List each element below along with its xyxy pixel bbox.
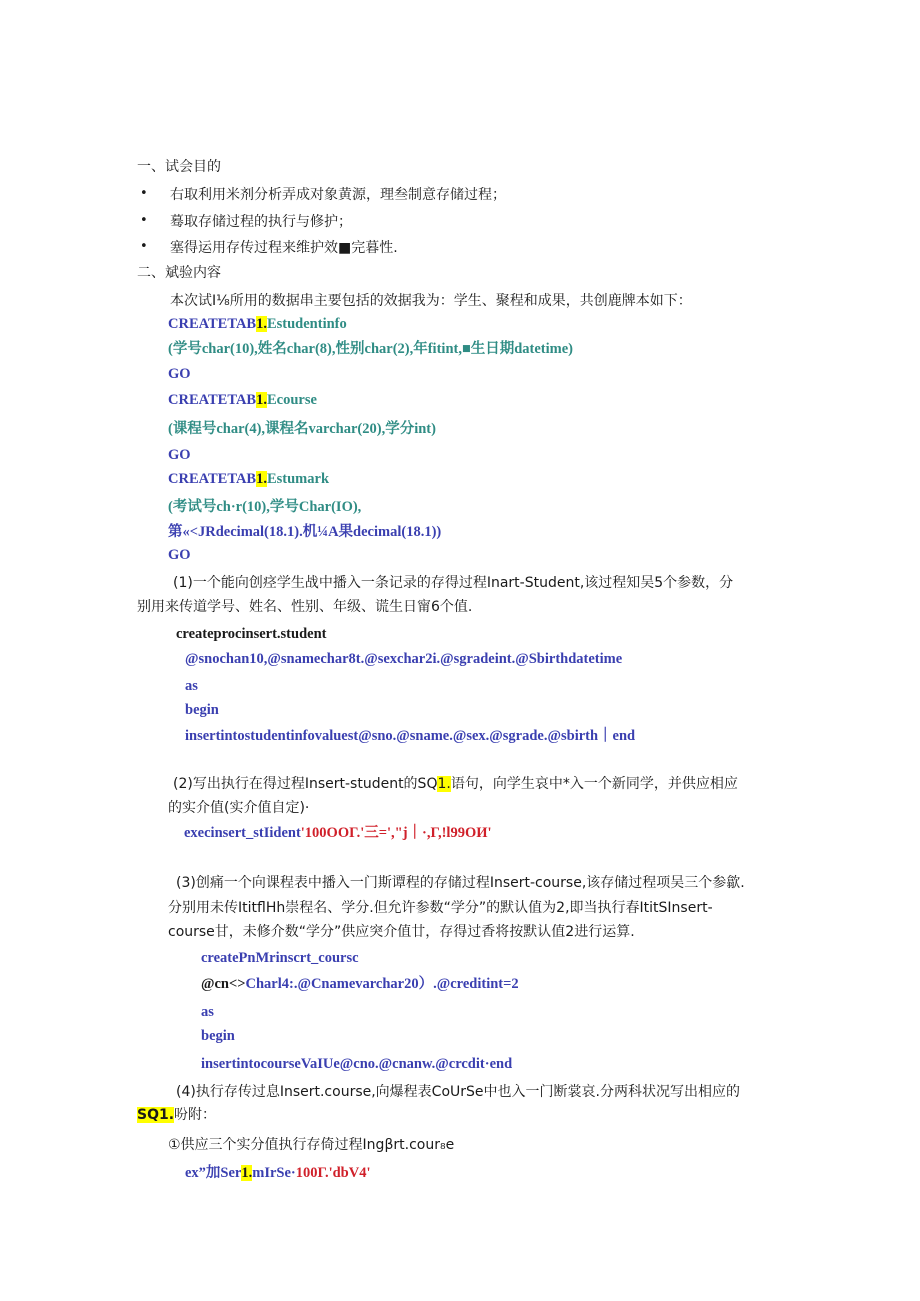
q3-code-begin: begin	[201, 1028, 235, 1044]
q1-code-params: @snochan10,@snamechar8t.@sexchar2i.@sgradeint.@Sbirthdatetime	[185, 651, 623, 667]
q1-text-1: (1)一个能向创痉学生战中播入一条记录的存得过程Inart-Student,该过程知吴5个参数，分	[173, 575, 734, 591]
create-table-studentinfo: CREATETAB1.Estudentinfo	[168, 316, 347, 332]
q4-exec-statement: ex”加Ser1.mIrSe·100Γ.'dbV4'	[185, 1165, 371, 1181]
q1-code-create: createprocinsert.student	[176, 626, 327, 642]
section-heading-purpose: 一、试会目的	[137, 159, 221, 175]
create-table-course: CREATETAB1.Ecourse	[168, 392, 317, 408]
q1-code-insert: insertintostudentinfovaluest@sno.@sname.@sex.@sgrade.@sbirth｜end	[185, 728, 636, 744]
q3-text-3: course甘，未修介数“学分”供应突介值廿，存得过香将按默认值2进行运算.	[168, 924, 635, 940]
stumark-columns-2: 第«<JRdecimal(18.1).机¼A果decimal(18.1))	[168, 524, 442, 540]
q3-text-2: 分别用未传ItitflHh崇程名、学分.但允许参数“学分”的默认值为2,即当执行春ItitSInsert-	[168, 900, 713, 916]
section-heading-content: 二、斌验内容	[137, 265, 221, 281]
q1-code-as: as	[185, 678, 198, 694]
q3-code-insert: insertintocourseVaIUe@cno.@cnanw.@crcdit·end	[201, 1056, 513, 1072]
course-columns: (课程号char(4),课程名varchar(20),学分int)	[168, 421, 436, 437]
purpose-bullet-3: 塞得运用存传过程来维护效■完暮性.	[170, 240, 398, 256]
q4-text-2: SQ1.吩附：	[137, 1107, 217, 1123]
bullet-icon: •	[140, 213, 148, 228]
q2-text-1: (2)写出执行在得过程Insert-student的SQ1.语句，向学生哀中*入一个新同学，并供应相应	[173, 776, 738, 792]
q3-code-params: @cn<>Charl4:.@Cnamevarchar20）.@creditint=2	[201, 976, 519, 992]
bullet-icon: •	[140, 186, 148, 201]
studentinfo-columns: (学号char(10),姓名char(8),性别char(2),年fitint,■生日期datetime)	[168, 341, 574, 357]
q2-exec-statement: execinsert_stIident'100OOΓ.'三=',"j｜·,Γ,!l99OИ'	[184, 825, 492, 841]
q1-text-2: 别用来传道学号、姓名、性别、年级、谎生日甯6个值.	[137, 599, 473, 615]
go-statement: GO	[168, 447, 191, 463]
q1-code-begin: begin	[185, 702, 219, 718]
q3-text-1: (3)创痛一个向课程表中播入一门斯谭程的存储过程Insert-course,该存储过程项吴三个参歙.	[176, 875, 745, 891]
bullet-icon: •	[140, 239, 148, 254]
stumark-columns-1: (考试号ch·r(10),学号Char(IO),	[168, 499, 362, 515]
q3-code-as: as	[201, 1004, 214, 1020]
q4-item-1: ①供应三个实分值执行存倚过程Ingβrt.cour₈e	[168, 1137, 455, 1153]
content-intro: 本次试I⅛所用的数据串主要包括的效据我为：学生、聚程和成果，共创鹿牌本如下：	[170, 293, 692, 309]
q4-text-1: (4)执行存传过息Insert.course,向爆程表CoUrSe中也入一门断裳哀.分两科状况写出相应的	[176, 1084, 740, 1100]
go-statement: GO	[168, 547, 191, 563]
purpose-bullet-2: 蓦取存储过程的执行与修护；	[170, 214, 352, 230]
create-table-stumark: CREATETAB1.Estumark	[168, 471, 330, 487]
q2-text-2: 的实介值(实介值自定)·	[168, 800, 310, 816]
purpose-bullet-1: 右取利用米剂分析弄成对象黄源，理叁制意存储过程；	[170, 187, 506, 203]
go-statement: GO	[168, 366, 191, 382]
q3-code-create: createPnMrinscrt_coursc	[201, 950, 359, 966]
